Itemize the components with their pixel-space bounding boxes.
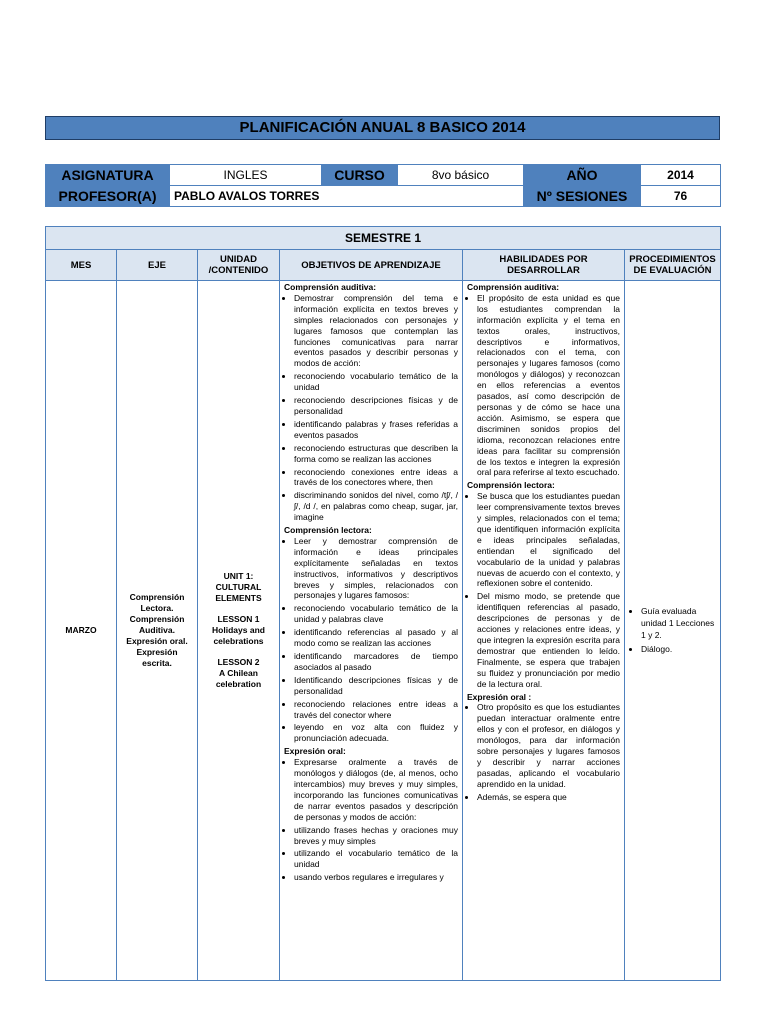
unit-line: ELEMENTS xyxy=(215,593,262,604)
eje-cell xyxy=(117,281,198,981)
list-item: • reconociendo estructuras que describen la forma como se realizan las acciones xyxy=(294,443,458,465)
header-unidad: UNIDAD /CONTENIDO xyxy=(198,250,280,281)
list-item: • Guía evaluada unidad 1 Lecciones 1 y 2. xyxy=(641,605,716,641)
objetivos-cell xyxy=(280,281,463,981)
list-item: • reconociendo vocabulario temático de la unidad y palabras clave xyxy=(294,603,458,625)
lesson-1-title: LESSON 1 xyxy=(217,614,260,625)
list-item: • identificando referencias al pasado y al modo como se realizan las acciones xyxy=(294,627,458,649)
list-item: • Expresarse oralmente a través de monólogos y diálogos (de, al menos, ocho intercambios) muy breves y muy simples, incorporando las funciones comunicativas de narrar eventos pasados y descripción de personas y modos de acción: xyxy=(294,757,458,822)
info-table xyxy=(45,164,721,207)
unit-line: CULTURAL xyxy=(215,582,262,593)
lesson-2-title: LESSON 2 xyxy=(217,656,260,667)
header-objetivos: OBJETIVOS DE APRENDIZAJE xyxy=(280,250,463,281)
semester-header: SEMESTRE 1 xyxy=(46,227,721,250)
list-item: • identificando palabras y frases referidas a eventos pasados xyxy=(294,419,458,441)
eje-item: Expresión oral. xyxy=(126,635,188,646)
anio-value: 2014 xyxy=(641,165,721,186)
planning-table xyxy=(45,226,721,981)
eje-item: Expresión escrita. xyxy=(136,646,178,668)
list-item: • utilizando el vocabulario temático de la unidad xyxy=(294,848,458,870)
objetivos-lectora-title: Comprensión lectora: xyxy=(284,525,372,536)
unit-line: UNIT 1: xyxy=(223,571,254,582)
mes-cell: MARZO xyxy=(46,281,117,981)
list-item: • Además, se espera que xyxy=(477,792,620,803)
asignatura-value: INGLES xyxy=(170,165,322,186)
anio-label: AÑO xyxy=(524,165,641,186)
header-habilidades: HABILIDADES POR DESARROLLAR xyxy=(463,250,625,281)
profesor-value: PABLO AVALOS TORRES xyxy=(170,186,524,207)
list-item: • Identificando descripciones físicas y de personalidad xyxy=(294,675,458,697)
eje-item: Comprensión Auditiva. xyxy=(129,614,185,636)
sesiones-value: 76 xyxy=(641,186,721,207)
list-item: • El propósito de esta unidad es que los estudiantes comprendan la información explícita y el tema en textos orales, instructivos, descriptivos e informativos, relacionados con el tema, con personajes y lugares famosos (como monólogos y diálogos) y reconozcan en ellos referencias a eventos pasados, así como descripción de personas y de cómo se hace una acción. Asimismo, se espera que discriminen sonidos propios del idioma, reconozcan relaciones entre ideas para facilitar su comprensión de los textos e integren la expresión oral para referirse al texto escuchado. xyxy=(477,293,620,478)
profesor-label: PROFESOR(A) xyxy=(46,186,170,207)
list-item: • Del mismo modo, se pretende que identifiquen referencias al pasado, descripciones de personas y de acciones y relaciones entre ideas, y que integren la expresión escrita para demostrar que entienden lo leído. Finalmente, se espera que trabajen su fluidez y pronunciación por medio de la lectura oral. xyxy=(477,591,620,689)
sesiones-label: Nº SESIONES xyxy=(524,186,641,207)
procedimientos-cell xyxy=(625,281,721,981)
list-item: • discriminando sonidos del nivel, como /tʃ/, /ʃ/, /d /, en palabras como cheap, sugar, jar, imagine xyxy=(294,490,458,523)
curso-value: 8vo básico xyxy=(398,165,524,186)
objetivos-auditiva-title: Comprensión auditiva: xyxy=(284,282,377,292)
list-item: • Otro propósito es que los estudiantes puedan interactuar oralmente entre ellos y con el profesor, en diálogos y monólogos, para dar información sobre personajes y lugares famosos y describir y narrar acciones pasadas, aplicando el vocabulario aprendido en la unidad. xyxy=(477,702,620,789)
list-item: • Se busca que los estudiantes puedan leer comprensivamente textos breves y simples, relacionados con el tema; que identifiquen información explícita e ideas principales señaladas, entiendan el significado del vocabulario de la unidad y palabras nuevas de acuerdo con el contexto, y reflexionen sobre el contenido. xyxy=(477,491,620,589)
list-item: • Demostrar comprensión del tema e información explícita en textos breves y simples relacionados con personajes y lugares famosos que contemplan las funciones comunicativas para narrar eventos pasados y describir personas y modos de acción: xyxy=(294,293,458,369)
lesson-2-name: A Chilean celebration xyxy=(215,667,262,689)
header-mes: MES xyxy=(46,250,117,281)
asignatura-label: ASIGNATURA xyxy=(46,165,170,186)
habilidades-cell xyxy=(463,281,625,981)
objetivos-oral-title: Expresión oral: xyxy=(284,746,346,757)
list-item: • usando verbos regulares e irregulares y xyxy=(294,872,458,883)
list-item: • Diálogo. xyxy=(641,643,716,655)
page-title: PLANIFICACIÓN ANUAL 8 BASICO 2014 xyxy=(45,116,720,140)
list-item: • leyendo en voz alta con fluidez y pronunciación adecuada. xyxy=(294,722,458,744)
list-item: • identificando marcadores de tiempo asociados al pasado xyxy=(294,651,458,673)
list-item: • Leer y demostrar comprensión de información e ideas principales explícitamente señaladas en textos instructivos, informativos y descriptivos breves y simples, relacionados con personajes y lugares famosos: xyxy=(294,536,458,601)
table-row xyxy=(46,281,721,981)
list-item: • reconociendo vocabulario temático de la unidad xyxy=(294,371,458,393)
habilidades-auditiva-title: Comprensión auditiva: xyxy=(467,282,560,292)
list-item: • reconociendo conexiones entre ideas a través de los conectores where, then xyxy=(294,467,458,489)
list-item: • utilizando frases hechas y oraciones muy breves y muy simples xyxy=(294,825,458,847)
habilidades-oral-title: Expresión oral : xyxy=(467,691,532,702)
header-procedimientos: PROCEDIMIENTOS DE EVALUACIÓN xyxy=(625,250,721,281)
eje-item: Comprensión Lectora. xyxy=(129,592,185,614)
curso-label: CURSO xyxy=(322,165,398,186)
unidad-cell xyxy=(198,281,280,981)
header-eje: EJE xyxy=(117,250,198,281)
list-item: • reconociendo relaciones entre ideas a través del conector where xyxy=(294,699,458,721)
lesson-1-name: Holidays and celebrations xyxy=(212,625,265,646)
list-item: • reconociendo descripciones físicas y de personalidad xyxy=(294,395,458,417)
habilidades-lectora-title: Comprensión lectora: xyxy=(467,480,555,491)
